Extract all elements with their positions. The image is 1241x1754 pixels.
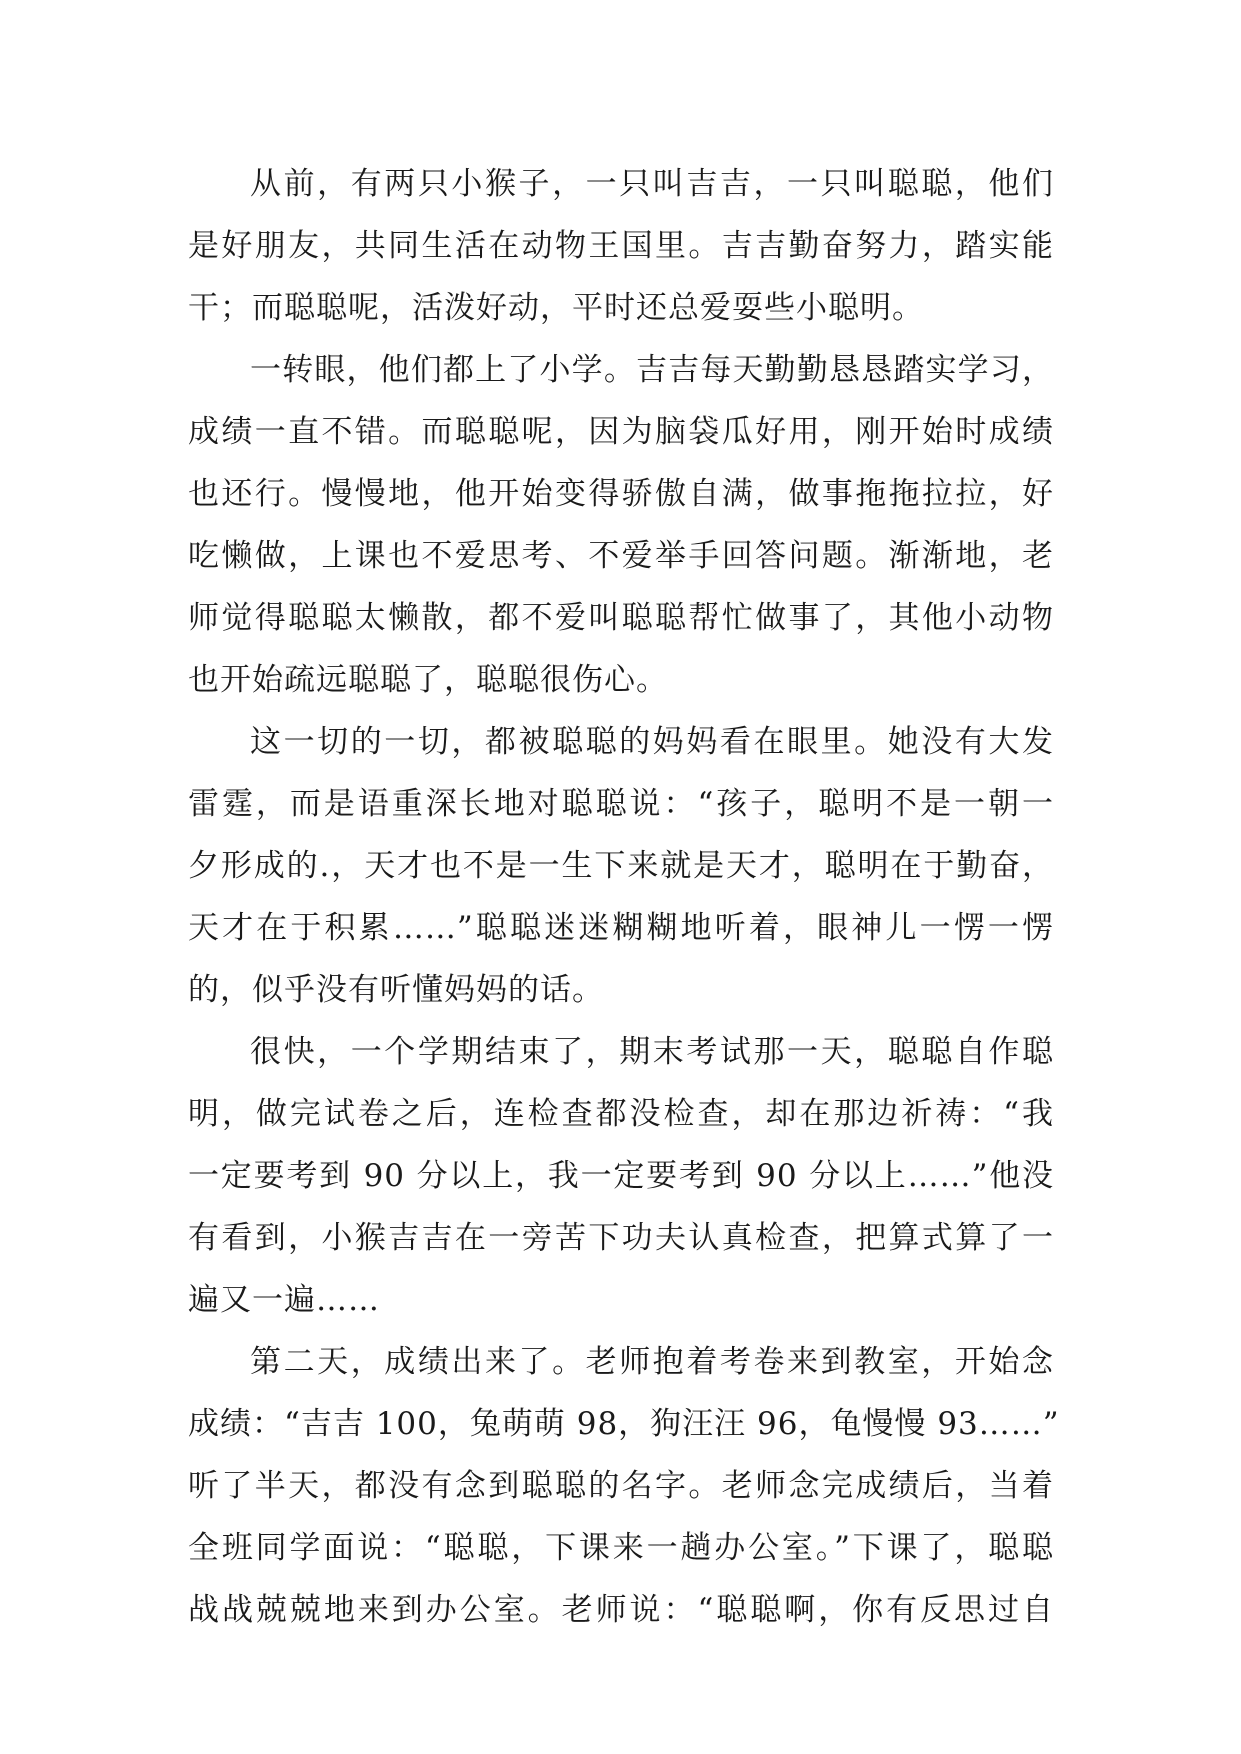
text-line: 从前，有两只小猴子，一只叫吉吉，一只叫聪聪，他们 (250, 166, 1054, 202)
text-line: 第二天，成绩出来了。老师抱着考卷来到教室，开始念 (250, 1344, 1054, 1380)
text-line: 也还行。慢慢地，他开始变得骄傲自满，做事拖拖拉拉，好 (188, 476, 1054, 512)
text-line: 师觉得聪聪太懒散，都不爱叫聪聪帮忙做事了，其他小动物 (188, 600, 1054, 636)
text-line: 成绩一直不错。而聪聪呢，因为脑袋瓜好用，刚开始时成绩 (188, 414, 1054, 450)
paragraph-2 (188, 339, 1054, 711)
text-line: 这一切的一切，都被聪聪的妈妈看在眼里。她没有大发 (250, 724, 1054, 760)
text-line: 成绩：“吉吉 100，兔萌萌 98，狗汪汪 96，龟慢慢 93……” (188, 1406, 1060, 1442)
text-line: 的，似乎没有听懂妈妈的话。 (188, 972, 604, 1008)
paragraph-4 (188, 1021, 1054, 1331)
text-line: 明，做完试卷之后，连检查都没检查，却在那边祈祷：“我 (188, 1096, 1054, 1132)
text-line: 很快，一个学期结束了，期末考试那一天，聪聪自作聪 (250, 1034, 1054, 1070)
text-line: 雷霆，而是语重深长地对聪聪说：“孩子，聪明不是一朝一 (188, 786, 1054, 822)
text-line: 天才在于积累……”聪聪迷迷糊糊地听着，眼神儿一愣一愣 (188, 910, 1054, 946)
text-line: 战战兢兢地来到办公室。老师说：“聪聪啊，你有反思过自 (188, 1592, 1054, 1628)
document-body (188, 153, 1060, 1641)
paragraph-5 (188, 1331, 1060, 1641)
text-line: 吃懒做，上课也不爱思考、不爱举手回答问题。渐渐地，老 (188, 538, 1054, 574)
paragraph-1 (188, 153, 1054, 339)
text-line: 一转眼，他们都上了小学。吉吉每天勤勤恳恳踏实学习， (250, 352, 1054, 388)
text-line: 夕形成的.，天才也不是一生下来就是天才，聪明在于勤奋， (188, 848, 1054, 884)
paragraph-3 (188, 711, 1054, 1021)
text-line: 听了半天，都没有念到聪聪的名字。老师念完成绩后，当着 (188, 1468, 1054, 1504)
text-line: 全班同学面说：“聪聪，下课来一趟办公室。”下课了，聪聪 (188, 1530, 1054, 1566)
text-line: 也开始疏远聪聪了，聪聪很伤心。 (188, 662, 668, 698)
text-line: 干；而聪聪呢，活泼好动，平时还总爱耍些小聪明。 (188, 290, 924, 326)
text-line: 是好朋友，共同生活在动物王国里。吉吉勤奋努力，踏实能 (188, 228, 1054, 264)
text-line: 一定要考到 90 分以上，我一定要考到 90 分以上……”他没 (188, 1158, 1054, 1194)
text-line: 有看到，小猴吉吉在一旁苦下功夫认真检查，把算式算了一 (188, 1220, 1054, 1256)
text-line: 遍又一遍…… (188, 1282, 380, 1318)
